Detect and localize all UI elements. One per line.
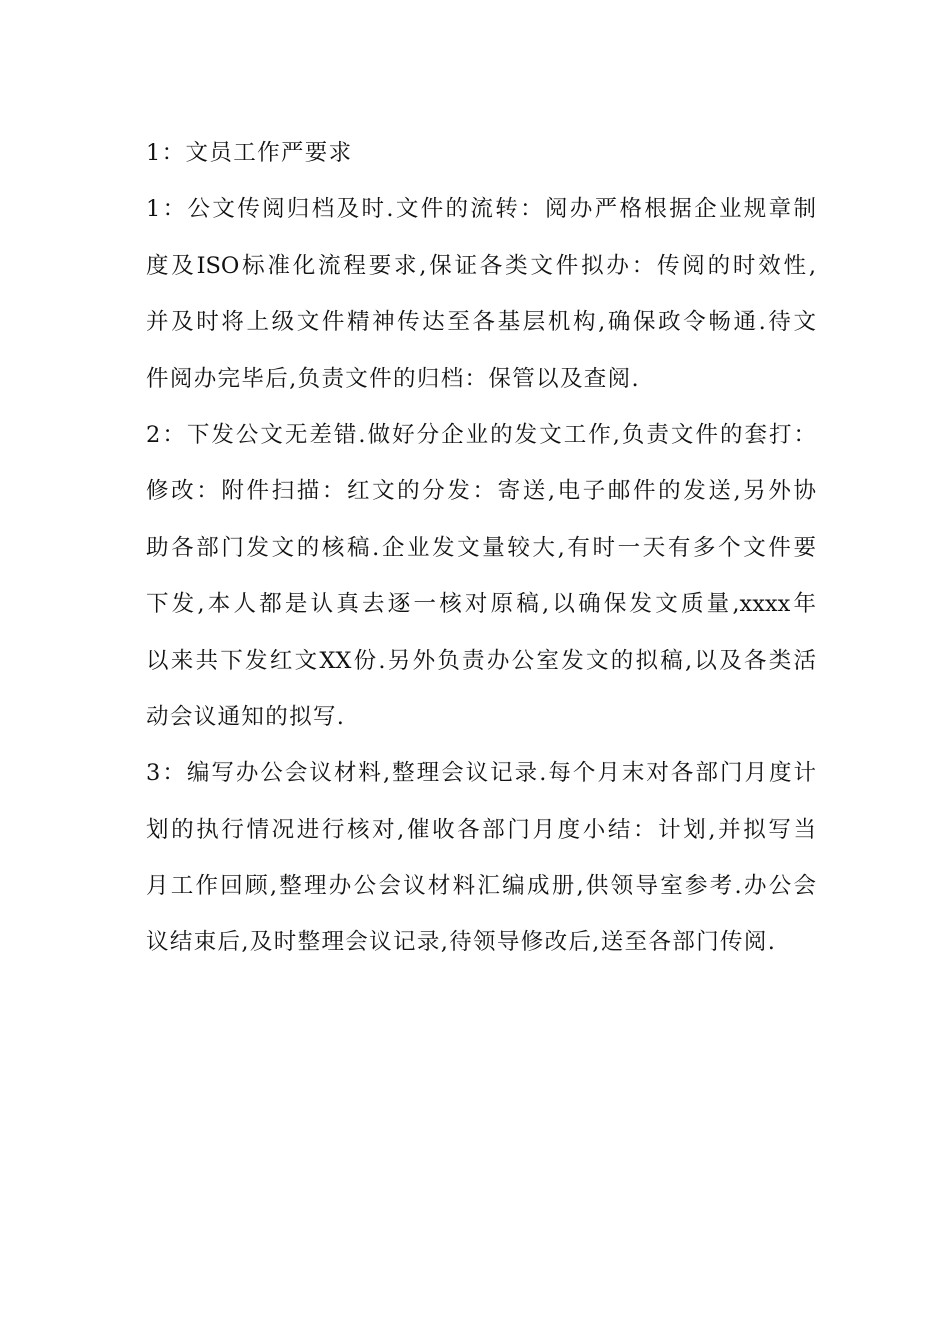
paragraph-line: 1：公文传阅归档及时.文件的流转：阅办严格根据企业规章制 <box>146 196 816 223</box>
paragraph-line: 2：下发公文无差错.做好分企业的发文工作,负责文件的套打： <box>146 421 816 448</box>
paragraph-line: 以来共下发红文XX份.另外负责办公室发文的拟稿,以及各类活 <box>146 647 816 674</box>
paragraph-line: 月工作回顾,整理办公会议材料汇编成册,供领导室参考.办公会 <box>146 873 816 900</box>
document-body <box>146 128 816 974</box>
paragraph-line: 下发,本人都是认真去逐一核对原稿,以确保发文质量,xxxx年 <box>146 591 816 618</box>
paragraph-line: 件阅办完毕后,负责文件的归档：保管以及查阅. <box>146 365 641 392</box>
paragraph-line: 并及时将上级文件精神传达至各基层机构,确保政令畅通.待文 <box>146 309 816 336</box>
paragraph-line: 修改：附件扫描：红文的分发：寄送,电子邮件的发送,另外协 <box>146 478 816 505</box>
paragraph-line: 助各部门发文的核稿.企业发文量较大,有时一天有多个文件要 <box>146 534 816 561</box>
paragraph-line: 度及ISO标准化流程要求,保证各类文件拟办：传阅的时效性, <box>146 252 816 279</box>
paragraph-line: 划的执行情况进行核对,催收各部门月度小结：计划,并拟写当 <box>146 816 816 843</box>
paragraph-line: 3：编写办公会议材料,整理会议记录.每个月末对各部门月度计 <box>146 760 816 787</box>
paragraph-line: 议结束后,及时整理会议记录,待领导修改后,送至各部门传阅. <box>146 929 777 956</box>
paragraph-line: 动会议通知的拟写. <box>146 703 346 730</box>
section-heading: 1：文员工作严要求 <box>146 140 353 166</box>
